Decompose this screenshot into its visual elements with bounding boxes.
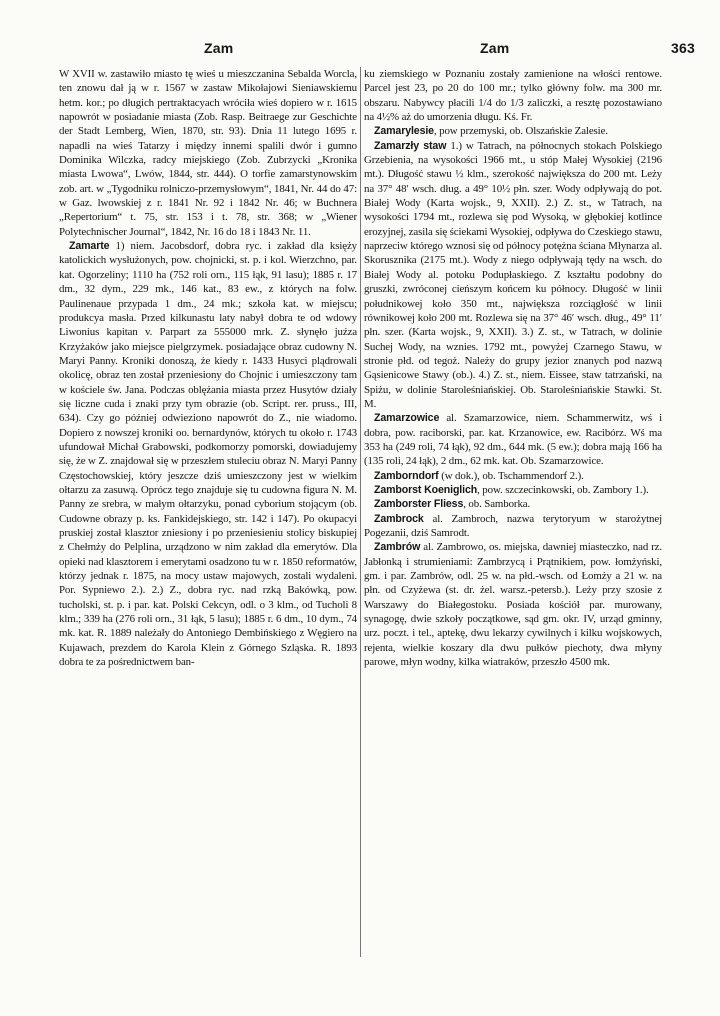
entry-zamarylesie [364, 124, 662, 138]
entry-zamborst-koeniglich [364, 483, 662, 497]
entry-zamborndorf [364, 469, 662, 483]
entry-headword: Zamarzły staw [374, 139, 447, 152]
entry-zambrow [364, 540, 662, 669]
entry-zamarzly-staw [364, 139, 662, 412]
right-column [364, 67, 662, 967]
paragraph-continuation [59, 67, 357, 239]
entry-text: al. Szamarzowice, niem. Schammerwitz, wś i dobra, pow. raciborski, par. kat. Krzanowice, ew. Racibórz. Wś ma 353 ha (249 roli, 74 łąk), 92 dm., 644 mk. (5 ew.); dobra mają 166 ha (135 roli, 24 łąk), 2 dm., 62 mk. kat. Ob. Szamarzowice. [364, 412, 662, 468]
entry-zambrock [364, 512, 662, 541]
entry-text: ku ziemskiego w Poznaniu zostały zamienione na włości rentowe. Parcel jest 23, po 20 do 100 mr.; tylko główny folw. ma 300 mr. obszaru. Nabywcy płacili 1/4 do 1/3 zaliczki, a resztę pozostawiano na 4½% aż do umorzenia długu. Kś. Fr. [364, 68, 662, 124]
entry-text: al. Zambrowo, os. miejska, dawniej miasteczko, nad rz. Jabłonką i strumieniami: Zambrzycą i Prątnikiem, pow. łomżyński, gm. i par. Zambrów, odl. 25 w. na płd.-wsch. od Łomży a 21 w. na płn. od Czyżewa (st. dr. żel. warsz.-petersb.). Leży przy szosie z Warszawy do Białegostoku. Posiada kościół par. murowany, synagogę, dwie szkoły początkowe, sąd gm. okr. IV, urząd gminny, urz. poczt. i tel., aptekę, dwu lekarzy cywilnych i kilku wojskowych, rejenta, wielkie koszary dla dwu pułków piechoty, dwa młyny parowe, młyn wodny, kilka wiatraków, przeszło 4500 mk. [364, 541, 662, 669]
entry-text: (w dok.), ob. Tschammendorf 2.). [438, 469, 584, 482]
column-divider [360, 67, 361, 957]
entry-text: , ob. Samborka. [463, 498, 531, 511]
entry-text: , pow przemyski, ob. Olszańskie Zalesie. [433, 125, 608, 138]
entry-headword: Zamarzowice [374, 412, 440, 425]
entry-headword: Zamarte [69, 240, 110, 253]
entry-text: 1.) w Tatrach, na północnych stokach Polskiego Grzebienia, na wysokości 1966 mt., u stóp Małej Wysokiej (2196 mt.). Długość stawu ½ klm., szerokość największa do 200 mt. Leży na 37° 48′ wsch. dług. a 49° 10½ płn. szer. Wody odpływają do pot. Białej Wody (Karta wojsk., 9, XXII). 2.) Z. st., w Tatrach, na wysokości 1794 mt., rozlewa się pod Wysoką, w głębokiej kotlince erozyjnej, zasila się ściekami Wysokiej, odpływa do Czeskiego stawu, naprzeciw którego wznosi się od północy potężna ściana Młynarza al. Skorusznika (2175 mt.). Wody z niego odpływają tędy na wsch. do Białej Wody al. potoku Podupłaskiego. Z kształtu podobny do gruszki, zwróconej cieńszym końcem ku północy. Długość w linii południkowej koło 350 mt., największa rozciągłość w linii równikowej koło 200 mt. Rozlewa się na 37° 46′ wsch. dług., 49° 11′ płn. szer. (Karta wojsk., 9, XXII). 3.) Z. st., w Tatrach, w dolinie Suchej Wody, na wznies. 1792 mt., powyżej Czarnego Stawu, w stronie płd. od tegoż. Należy do grupy jezior znanych pod nazwą Gąsienicowe Stawy (ob.). 4.) Z. st., niem. Eissee, staw tatrzański, na Spiżu, w dolinie Staroleśniańskiej. Ob. Staroleśniańskie Stawki. St. M. [364, 139, 662, 410]
entry-text: W XVII w. zastawiło miasto tę wieś u mieszczanina Sebalda Worcla, ten znowu dał ją w r. 1567 w zastaw Mikołajowi Sieniawskiemu hetm. kor.; po długich pertraktacyach wróciła wieś dopiero w r. 1615 napowrót w posiadanie miasta (Zob. Rasp. Beitraege zur Geschichte der Stadt Lemberg, Wien, 1870, str. 93). Dnia 11 lutego 1695 r. napadli na wieś Tatarzy i między innemi spalili dwór i gumno Dominika Wilczka, radcy miejskiego (Zob. Zubrzycki „Kronika miasta Lwowa“, Lwów, 1844, str. 444). O torfie zamarstynowskim zob. art. w „Tygodniku rolniczo-przemysłowym“, 1841, Nr. 44 do 47: w Gaz. lwowskiej z r. 1841 Nr. 92 i 1842 Nr. 46; w Buchnera „Repertorium“ t. 75, str. 153 i t. 78, str. 368; w „Wiener Polytechnischer Journal“, 1842, Nr. 16 do 18 i 1843 Nr. 11. [59, 68, 357, 238]
entry-text: al. Zambroch, nazwa terytoryum w starożytnej Pogezanii, dziś Samrodt. [364, 512, 662, 539]
entry-text: , pow. szczecinkowski, ob. Zambory 1.). [477, 483, 649, 496]
running-head-center: Zam [480, 40, 510, 56]
entry-zamborster-fliess [364, 497, 662, 511]
entry-headword: Zamborndorf [374, 469, 439, 482]
entry-headword: Zamarylesie [374, 125, 434, 138]
left-column [59, 67, 357, 967]
paragraph-continuation [364, 67, 662, 124]
entry-zamarzowice [364, 411, 662, 468]
entry-zamarte [59, 239, 357, 669]
entry-text: 1) niem. Jacobsdorf, dobra ryc. i zakład dla księży katolickich wysłużonych, pow. chojnicki, st. p. i kol. Wierzchno, par. kat. Ogorzeliny; 1110 ha (752 roli orn., 115 łąk, 91 lasu); 1885 r. 17 dm., 32 dym., 229 mk., 146 kat., 83 ew., z których na folw. Paulinenaue przypada 1 dm., 24 mk.; szkoła kat. w miejscu; produkcya masła. Przed kilkunastu laty nabył dobra te od wdowy Liwonius kapitan v. Parpart za 555000 mrk. Z. słynęło juźza Krzyżaków jako miejsce pielgrzymek. posiadające obraz cudowny N. Maryi Panny. Kroniki donoszą, że kiedy r. 1433 Husyci plądrowali okolicę, obraz ten został przeniesiony do Chojnic i umieszczony tam w kościele św. Jana. Podczas oblężania miasta przez Husytów działy się liczne cuda i znaki przy tym obrazie (ob. Script. rer. pruss., III, 634). Czy go później odwieziono napowrót do Z., nie wiadomo. Dopiero z nowszej kroniki oo. bernardynów, których tu około r. 1743 ufundował Michał Grabowski, podkomorzy pomorski, dowiadujemy się, że w Z. znajdował się w przeszłem stuleciu obraz N. Maryi Panny Częstochowskiej, który jeszcze dziś umieszczony jest w wielkim ołtarzu za zasuwą. Oprócz tego znajduje się tu cudowna figura N. M. Panny ze srebra, w małym ołtarzyku, ponad cyborium stojącym (ob. Cudowne obrazy p. ks. Fankidejskiego, str. 142 i 147). Po okupacyi pruskiej został klasztor zniesiony i po przeniesieniu stolicy biskupiej z Chełmży do Pelplina, urządzono w nim zakład dla emerytów. Dla opieki nad klasztorem i emerytami osadzono tu w r. 1850 reformatów, którzy jednak r. 1875, na mocy ustaw majowych, zostali wydaleni. Por. Sypniewo 2.). 2.) Z., dobra ryc. nad rzką Bakówką, pow. tucholski, st. p. i par. kat. Polski Cekcyn, odl. o 3 klm., od Tucholi 8 klm.; 339 ha (276 roli orn., 31 łąk, 5 lasu); 1885 r. 6 dm., 10 dym., 74 mk. kat. R. 1889 należały do Antoniego Dembińskiego z Węgiero na Kujawach, prezdem do Karola Klein z Górnego Szląska. R. 1893 dobra te za pośrednictwem ban- [59, 240, 357, 669]
entry-headword: Zambrock [374, 512, 424, 525]
entry-headword: Zambrów [374, 541, 421, 554]
page-number: 363 [671, 40, 695, 56]
entry-headword: Zamborst Koeniglich [374, 483, 478, 496]
entry-headword: Zamborster Fliess [374, 498, 464, 511]
running-head-left: Zam [204, 40, 234, 56]
